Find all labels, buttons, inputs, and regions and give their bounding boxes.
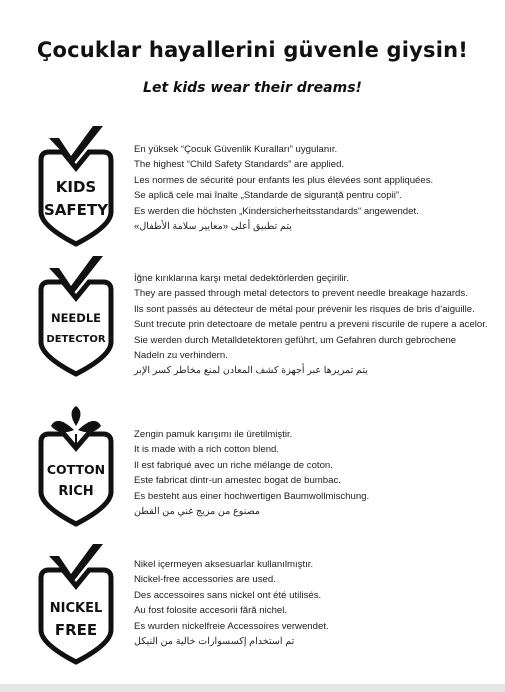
text-line-fr: Des accessoires sans nickel ont été utilisés. xyxy=(134,589,322,601)
needle-detector-text xyxy=(134,271,494,379)
shield-icon xyxy=(37,540,115,668)
badge-line-1: KIDS xyxy=(55,178,97,196)
checkmark-icon xyxy=(49,126,103,164)
text-line-tr: İğne kırıklarına karşı metal dedektörlerden geçirilir. xyxy=(134,273,349,284)
checkmark-icon xyxy=(49,544,103,582)
text-line-de: Sie werden durch Metalldetektoren geführt, um Gefahren durch gebrochene Nadeln zu verhindern. xyxy=(134,334,457,362)
nickel-free-badge xyxy=(37,540,115,668)
checkmark-icon xyxy=(49,256,103,294)
badge-line-2: FREE xyxy=(54,621,98,639)
text-line-tr: En yüksek “Çocuk Güvenlik Kuralları” uygulanır. xyxy=(134,144,338,155)
text-line-ro: Au fost folosite accesorii fără nichel. xyxy=(134,605,288,617)
text-line-en: The highest “Child Safety Standards” are applied. xyxy=(134,159,345,171)
text-line-ar: تم استخدام إكسسوارات خالية من النيكل xyxy=(134,636,295,648)
text-line-ro: Se aplică cele mai înalte „Standarde de siguranță pentru copii”. xyxy=(134,190,402,202)
text-line-fr: Il est fabriqué avec un riche mélange de coton. xyxy=(134,459,333,471)
badge-line-1: COTTON xyxy=(46,462,106,477)
text-line-fr: Ils sont passés au détecteur de métal pour prévenir les risques de bris d’aiguille. xyxy=(134,303,475,315)
badge-line-2: SAFETY xyxy=(44,201,108,219)
text-line-en: It is made with a rich cotton blend. xyxy=(134,444,280,456)
kids-safety-text xyxy=(134,142,494,234)
text-line-en: Nickel-free accessories are used. xyxy=(134,574,276,586)
cotton-flower-icon xyxy=(51,406,101,446)
shield-icon xyxy=(37,252,115,380)
badge-line-2: DETECTOR xyxy=(46,334,106,345)
shield-icon xyxy=(37,122,115,250)
nickel-free-text xyxy=(134,557,494,649)
text-line-fr: Les normes de sécurité pour enfants les plus élevées sont appliquées. xyxy=(134,174,434,186)
text-line-de: Es besteht aus einer hochwertigen Baumwollmischung. xyxy=(134,490,370,502)
cotton-rich-badge xyxy=(37,402,115,530)
text-line-tr: Zengin pamuk karışımı ile üretilmiştir. xyxy=(134,429,293,440)
page-title: Çocuklar hayallerini güvenle giysin! xyxy=(36,38,469,62)
kids-safety-badge xyxy=(37,122,115,250)
text-line-de: Es werden die höchsten „Kindersicherheitsstandards“ angewendet. xyxy=(134,205,419,217)
badge-line-2: RICH xyxy=(58,484,94,499)
needle-detector-badge xyxy=(37,252,115,380)
cotton-rich-text xyxy=(134,427,494,519)
text-line-ro: Este fabricat dintr-un amestec bogat de bumbac. xyxy=(134,475,341,487)
badge-line-1: NICKEL xyxy=(49,601,103,616)
badge-line-1: NEEDLE xyxy=(50,311,102,325)
page-subtitle: Let kids wear their dreams! xyxy=(143,80,362,96)
text-line-tr: Nikel içermeyen aksesuarlar kullanılmıştır. xyxy=(134,559,314,570)
text-line-en: They are passed through metal detectors to prevent needle breakage hazards. xyxy=(134,288,468,300)
bottom-divider xyxy=(0,684,505,692)
text-line-de: Es wurden nickelfreie Accessoires verwendet. xyxy=(134,620,329,632)
text-line-ar: مصنوع من مزيج غني من القطن xyxy=(134,506,261,518)
text-line-ar: يتم تطبيق أعلى «معايير سلامة الأطفال» xyxy=(134,221,292,233)
text-line-ar: يتم تمريرها عبر أجهزة كشف المعادن لمنع مخاطر كسر الإبر xyxy=(134,365,368,377)
text-line-ro: Sunt trecute prin detectoare de metale pentru a preveni riscurile de rupere a acelor. xyxy=(134,319,488,331)
shield-icon xyxy=(37,402,115,530)
